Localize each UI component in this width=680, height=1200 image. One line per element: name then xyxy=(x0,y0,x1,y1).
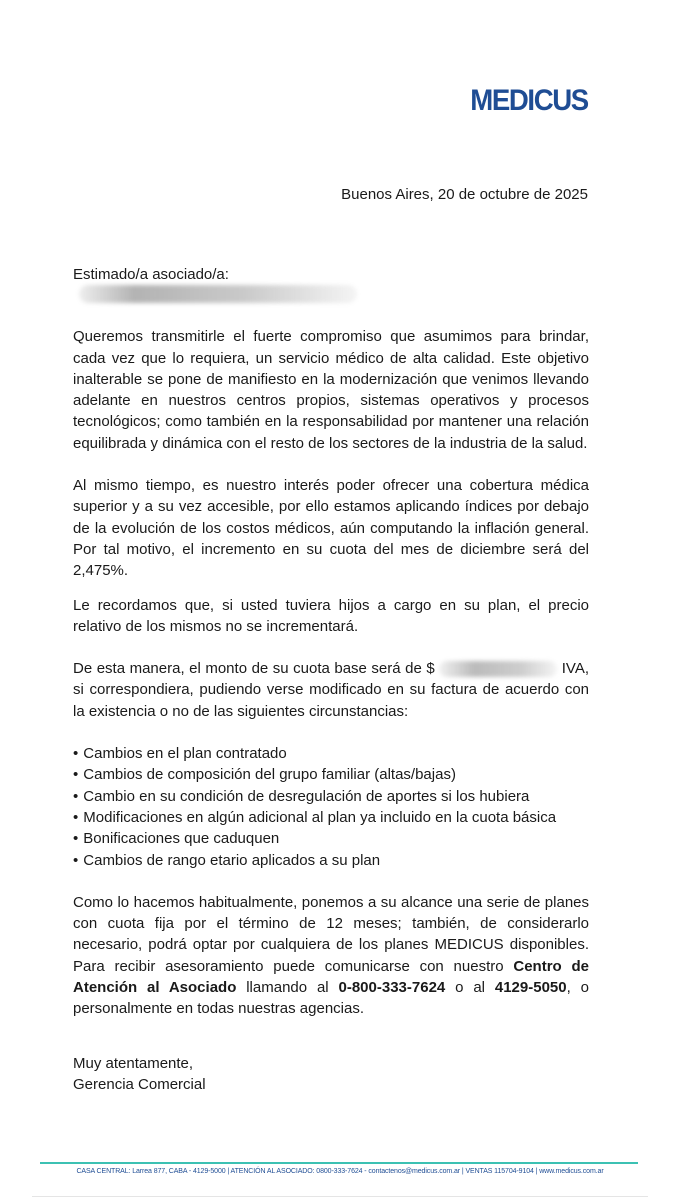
paragraph-base-fee xyxy=(73,658,589,722)
list-item xyxy=(73,786,589,807)
list-item-text: Cambios en el plan contratado xyxy=(83,745,287,763)
signature-department: Gerencia Comercial xyxy=(73,1075,206,1093)
base-fee-text-end: IVA, si correspondiera, pudiendo verse modificado en su factura de acuerdo con la existencia o no de las siguientes circunstancias: xyxy=(73,660,589,720)
contact-text-b: llamando al xyxy=(236,979,339,997)
paragraph-increase: Al mismo tiempo, es nuestro interés poder ofrecer una cobertura médica superior y a su vez accesible, por ello estamos aplicando índices por debajo de la evolución de los costos médicos, aún computando la inflación general. Por tal motivo, el incremento en su cuota del mes de diciembre será del 2,475%. xyxy=(73,477,589,580)
list-item-text: Bonificaciones que caduquen xyxy=(83,830,280,848)
bullet: • xyxy=(73,766,79,784)
circumstances-list xyxy=(73,743,589,871)
contact-text-a: Como lo hacemos habitualmente, ponemos a su alcance una serie de planes con cuota fija por el término de 12 meses; también, de considerarlo necesario, podrá optar por cualquiera de los planes MEDICUS disponibles. Para recibir asesoramiento puede comunicarse con nuestro xyxy=(73,893,589,975)
redacted-amount xyxy=(439,661,557,677)
contact-center-name: Centro de Atención al Asociado xyxy=(73,957,589,997)
list-item xyxy=(73,743,589,764)
list-item-text: Cambios de rango etario aplicados a su plan xyxy=(83,851,381,869)
phone-number: 4129-5050 xyxy=(494,979,567,997)
salutation: Estimado/a asociado/a: xyxy=(73,266,229,283)
list-item xyxy=(73,850,589,871)
paragraph-plans-contact xyxy=(73,892,589,1020)
closing-line: Muy atentamente, xyxy=(73,1054,194,1072)
paragraph-commitment: Queremos transmitirle el fuerte compromiso que asumimos para brindar, cada vez que lo requiera, un servicio médico de alta calidad. Este objetivo inalterable se pone de manifiesto en la modernización que venimos llevando adelante en nuestros centros propios, sistemas operativos y procesos tecnológicos; como también en la responsabilidad por mantener una relación equilibrada y dinámica con el resto de los sectores de la industria de la salud. xyxy=(73,328,589,452)
list-item xyxy=(73,807,589,828)
list-item xyxy=(73,764,589,785)
base-fee-text-start: De esta manera, el monto de su cuota base será de $ xyxy=(73,660,435,678)
toll-free-number: 0-800-333-7624 xyxy=(338,979,446,997)
list-item-text: Cambio en su condición de desregulación de aportes si los hubiera xyxy=(83,787,530,805)
letter-date: Buenos Aires, 20 de octubre de 2025 xyxy=(341,186,588,203)
letter-body xyxy=(73,264,589,1095)
contact-text-c: o al xyxy=(445,979,495,997)
footer-contact-info: CASA CENTRAL: Larrea 877, CABA - 4129-5000 | ATENCIÓN AL ASOCIADO: 0800-333-7624 - contactenos@medicus.com.ar | VENTAS 115704-9104 | www.medicus.com.ar xyxy=(76,1168,604,1175)
medicus-logo: MEDICUS xyxy=(470,84,588,117)
bullet: • xyxy=(73,830,79,848)
bullet: • xyxy=(73,808,79,826)
list-item-text: Modificaciones en algún adicional al plan ya incluido en la cuota básica xyxy=(83,808,557,826)
bullet: • xyxy=(73,745,79,763)
paragraph-children: Le recordamos que, si usted tuviera hijos a cargo en su plan, el precio relativo de los mismos no se incrementará. xyxy=(73,596,589,635)
contact-text-d: , o personalmente en todas nuestras agencias. xyxy=(73,979,589,1018)
redacted-recipient-name xyxy=(79,285,357,303)
list-item-text: Cambios de composición del grupo familiar (altas/bajas) xyxy=(83,766,456,784)
bullet: • xyxy=(73,787,79,805)
footer-divider xyxy=(40,1162,638,1164)
bullet: • xyxy=(73,851,79,869)
page-bottom-rule xyxy=(32,1196,648,1197)
list-item xyxy=(73,828,589,849)
